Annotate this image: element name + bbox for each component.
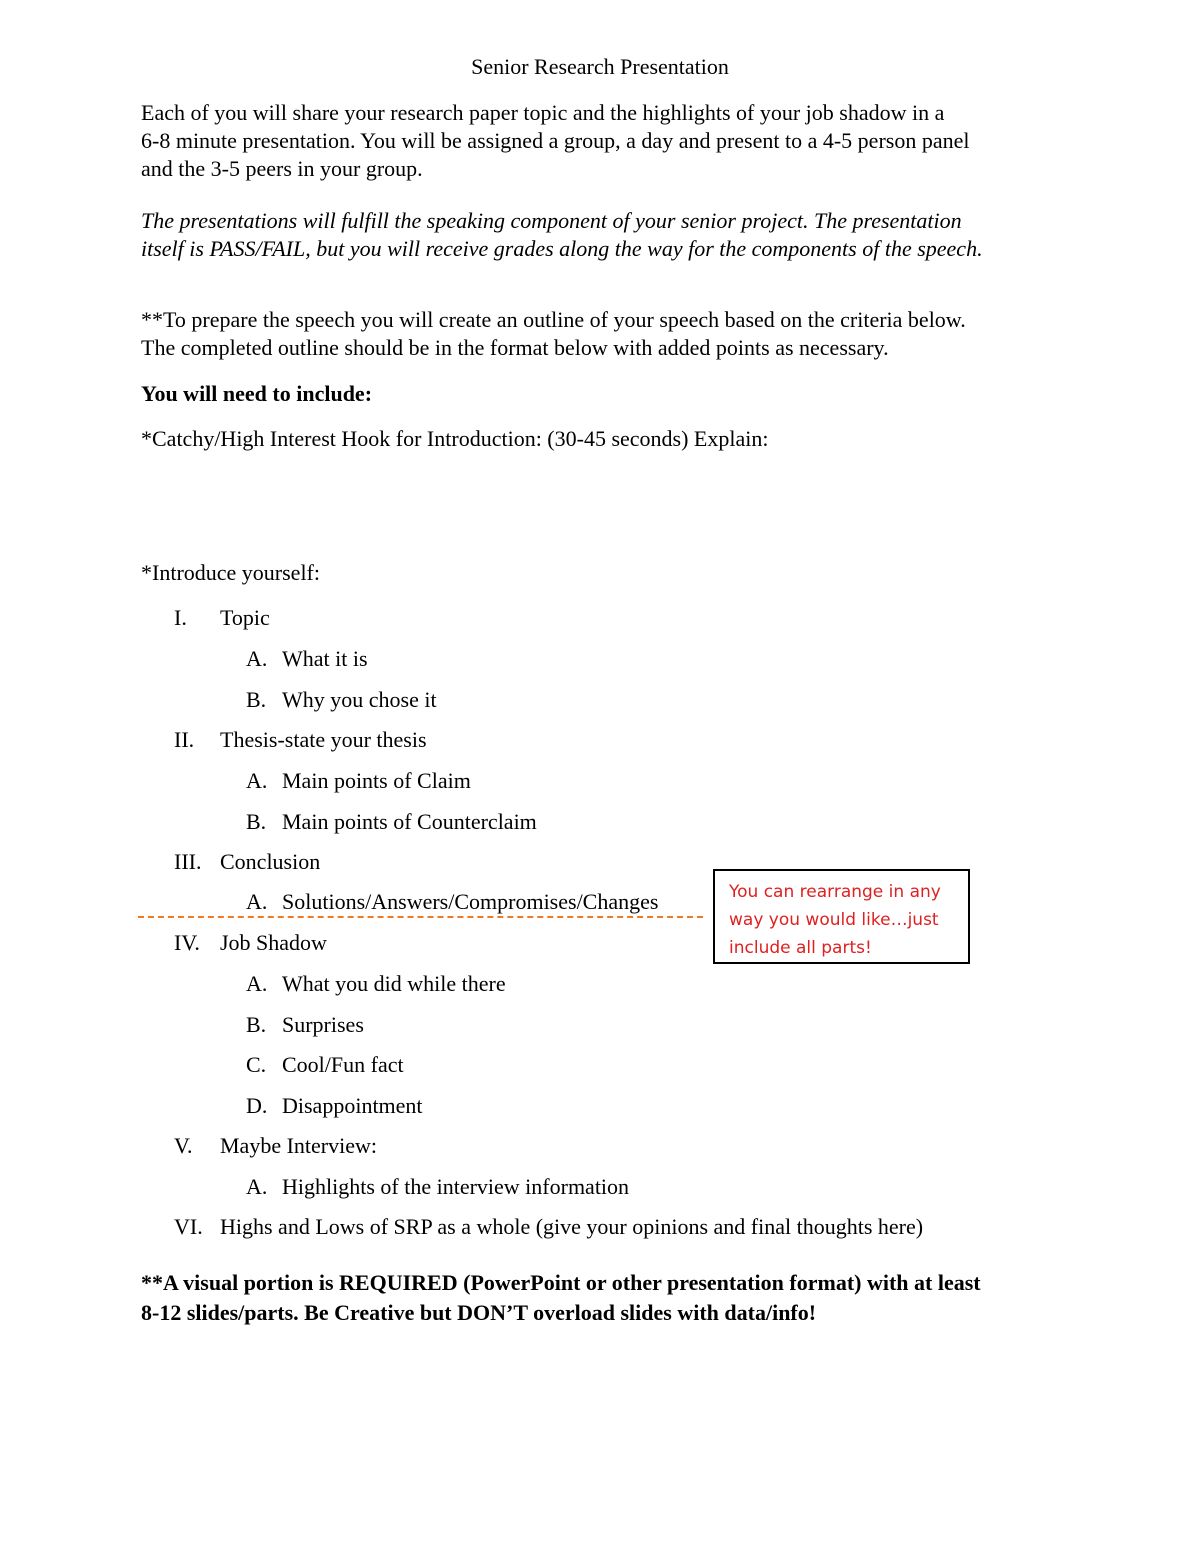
outline-text: Highlights of the interview information xyxy=(282,1174,630,1199)
outline-text: Main points of Counterclaim xyxy=(282,809,537,834)
outline-numeral: III. xyxy=(174,849,202,874)
outline-text: Thesis-state your thesis xyxy=(220,727,427,752)
callout-line: way you would like…just xyxy=(729,910,939,930)
pass-fail-note xyxy=(141,207,1071,263)
pass-fail-line: The presentations will fulfill the speaking component of your senior project. The presentation xyxy=(141,208,962,233)
introduce-line: *Introduce yourself: xyxy=(141,560,320,585)
outline-letter: A. xyxy=(246,889,268,914)
outline-text: Solutions/Answers/Compromises/Changes xyxy=(282,889,659,914)
rearrange-callout xyxy=(713,869,970,964)
outline-letter: B. xyxy=(246,809,267,834)
outline-text: Main points of Claim xyxy=(282,768,471,793)
outline-text: What it is xyxy=(282,646,368,671)
outline-numeral: II. xyxy=(174,727,195,752)
visual-note-line: 8-12 slides/parts. Be Creative but DON’T overload slides with data/info! xyxy=(141,1300,817,1325)
outline-numeral: I. xyxy=(174,605,187,630)
intro-line: 6-8 minute presentation. You will be assigned a group, a day and present to a 4-5 person panel xyxy=(141,128,970,153)
visual-note-line: **A visual portion is REQUIRED (PowerPoint or other presentation format) with at least xyxy=(141,1270,981,1295)
visual-requirement-note xyxy=(141,1268,1101,1328)
prepare-paragraph xyxy=(141,306,1071,362)
outline-text: What you did while there xyxy=(282,971,506,996)
outline-text: Topic xyxy=(220,605,270,630)
intro-line: and the 3-5 peers in your group. xyxy=(141,156,423,181)
outline-text: Highs and Lows of SRP as a whole (give your opinions and final thoughts here) xyxy=(220,1214,924,1239)
outline-letter: A. xyxy=(246,768,268,793)
outline-letter: A. xyxy=(246,1174,268,1199)
outline-text: Conclusion xyxy=(220,849,321,874)
outline-text: Maybe Interview: xyxy=(220,1133,377,1158)
outline-numeral: V. xyxy=(174,1133,193,1158)
outline-letter: A. xyxy=(246,971,268,996)
prepare-line: The completed outline should be in the format below with added points as necessary. xyxy=(141,335,889,360)
include-heading: You will need to include: xyxy=(141,381,373,406)
outline-numeral: VI. xyxy=(174,1214,203,1239)
prepare-line: **To prepare the speech you will create an outline of your speech based on the criteria below. xyxy=(141,307,966,332)
intro-line: Each of you will share your research paper topic and the highlights of your job shadow in a xyxy=(141,100,945,125)
outline-letter: B. xyxy=(246,687,267,712)
outline-text: Why you chose it xyxy=(282,687,437,712)
outline-letter: D. xyxy=(246,1093,268,1118)
page-title: Senior Research Presentation xyxy=(471,54,729,79)
outline-text: Surprises xyxy=(282,1012,364,1037)
outline-text: Job Shadow xyxy=(220,930,327,955)
outline-text: Disappointment xyxy=(282,1093,423,1118)
rearrange-divider xyxy=(138,916,703,918)
outline-text: Cool/Fun fact xyxy=(282,1052,404,1077)
callout-line: include all parts! xyxy=(729,938,872,958)
outline-letter: B. xyxy=(246,1012,267,1037)
outline-letter: C. xyxy=(246,1052,267,1077)
callout-line: You can rearrange in any xyxy=(729,882,941,902)
outline-numeral: IV. xyxy=(174,930,200,955)
outline-letter: A. xyxy=(246,646,268,671)
intro-paragraph xyxy=(141,99,1071,183)
hook-line: *Catchy/High Interest Hook for Introduction: (30-45 seconds) Explain: xyxy=(141,426,769,451)
pass-fail-line: itself is PASS/FAIL, but you will receive grades along the way for the components of the speech. xyxy=(141,236,983,261)
